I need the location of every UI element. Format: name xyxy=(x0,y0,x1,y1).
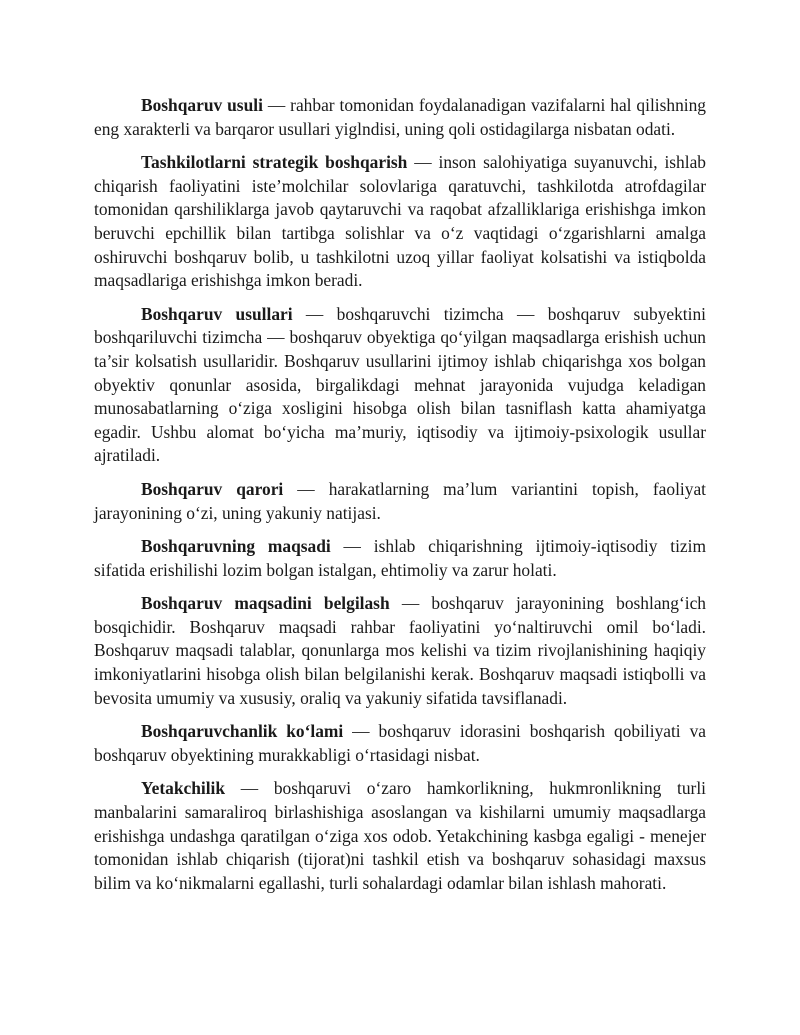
entry-text: — rahbar tomonidan foydalanadigan vazifalarni hal qilishning eng xarakterli va barqaror usullari yiglndisi, uning qoli ostidagilarga nisbatan odati. xyxy=(94,95,706,139)
entry-term: Boshqaruvchanlik ko‘lami xyxy=(141,721,344,742)
entry-maqsadini-belgilash xyxy=(94,592,706,710)
entry-term: Boshqaruv maqsadini belgilash xyxy=(141,593,390,614)
entry-strategik-boshqarish xyxy=(94,151,706,293)
entry-text: — harakatlarning ma’lum variantini topish, faoliyat jarayonining o‘zi, uning yakuniy natijasi. xyxy=(94,478,706,523)
entry-text: — boshqaruv idorasini boshqarish qobiliyati va boshqaruv obyektining murakkabligi o‘rtasidagi nisbat. xyxy=(94,721,706,765)
entry-text: — inson salohiyatiga suyanuvchi, ishlab chiqarish faoliyatini iste’molchilar solovlariga qaratuvchi, tashkilotda atrofdagilar tomonidan qarshiliklarga javob qaytaruvchi va raqobat afzalliklariga erishishga imkon beruvchi epchillik bilan tartibga solishlar va o‘z vaqtidagi o‘zgarishlarni amalga oshiruvchi boshqaruv bolib, u tashkilotni uzoq yillar faoliyat kolsatishi va istiqbolda maqsadlariga erishishga imkon beradi. xyxy=(94,152,706,291)
entry-boshqaruvchanlik-kolami xyxy=(94,720,706,767)
entry-boshqaruvning-maqsadi xyxy=(94,535,706,582)
entry-text: — boshqaruvchi tizimcha — boshqaruv subyektini boshqariluvchi tizimcha — boshqaruv obyektiga qo‘yilgan maqsadlarga erishish uchun ta’sir kolsatish usullaridir. Boshqaruv usullarini ijtimoy ishlab chiqarishga xos bolgan obyektiv qonunlar asosida, birgalikdagi mehnat jarayonida vujudga keladigan munosabatlarning o‘ziga xosligini hisobga olish bilan tasniflash katta ahamiyatga egadir. Ushbu alomat bo‘yicha ma’muriy, iqtisodiy va ijtimoiy-psixologik usullar ajratiladi. xyxy=(94,303,706,466)
entry-text: — ishlab chiqarishning ijtimoiy-iqtisodiy tizim sifatida erishilishi lozim bolgan istalgan, ehtimoliy va zarur holati. xyxy=(94,536,706,580)
entry-text: — boshqaruvi o‘zaro hamkorlikning, hukmronlikning turli manbalarini samaraliroq birlashishiga asoslangan va kishilarni umumiy maqsadlarga erishishga undashga qaratilgan o‘ziga xos odob. Yetakchining kasbga egaligi - menejer tomonidan ishlab chiqarish (tijorat)ni tashkil etish va boshqaruv sohasidagi maxsus bilim va ko‘nikmalarni egallashi, turli sohalardagi odamlar bilan ishlash mahorati. xyxy=(94,778,706,893)
entry-text: — boshqaruv jarayonining boshlang‘ich bosqichidir. Boshqaruv maqsadi rahbar faoliyatini yo‘naltiruvchi omil bo‘ladi. Boshqaruv maqsadi talablar, qonunlarga mos kelishi va tizim rivojlanishining haqiqiy imkoniyatlarini hisobga olish bilan belgilanishi kerak. Boshqaruv maqsadi istiqbolli va bevosita umumiy va xususiy, oraliq va yakuniy sifatida tavsiflanadi. xyxy=(94,593,706,708)
entry-term: Boshqaruv usullari xyxy=(141,303,293,324)
entry-term: Tashkilotlarni strategik boshqarish xyxy=(141,152,408,173)
entry-term: Boshqaruvning maqsadi xyxy=(141,536,331,557)
entry-boshqaruv-usuli xyxy=(94,94,706,141)
entry-term: Boshqaruv qarori xyxy=(141,478,284,499)
entry-term: Yetakchilik xyxy=(141,778,226,799)
entry-term: Boshqaruv usuli xyxy=(141,95,263,115)
entry-boshqaruv-usullari xyxy=(94,303,706,468)
entry-yetakchilik xyxy=(94,777,706,895)
document-page xyxy=(94,94,706,905)
entry-boshqaruv-qarori xyxy=(94,478,706,525)
